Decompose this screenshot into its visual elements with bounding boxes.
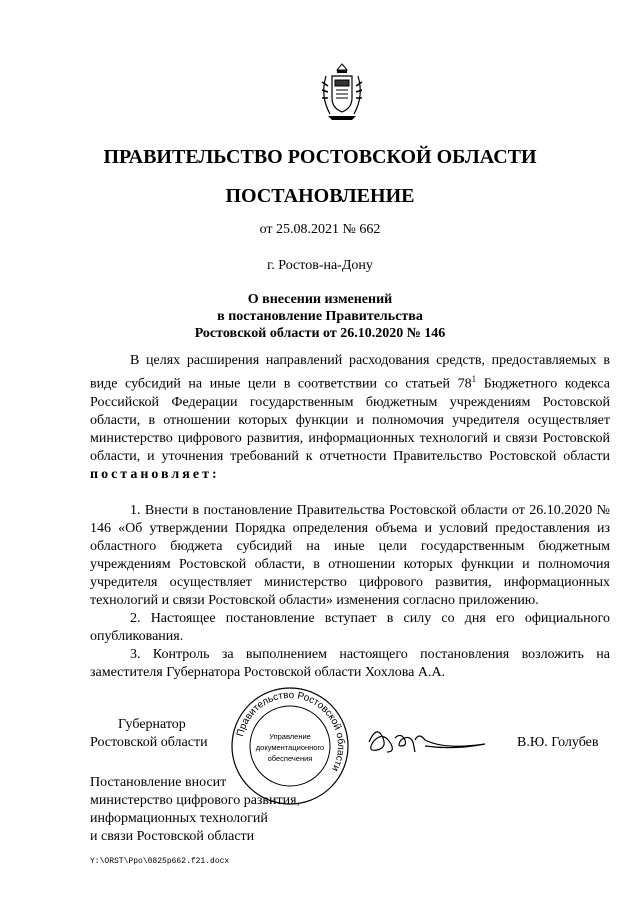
- document-body: [90, 352, 610, 682]
- stamp-center-3: обеспечения: [267, 754, 313, 763]
- government-title: ПРАВИТЕЛЬСТВО РОСТОВСКОЙ ОБЛАСТИ: [103, 146, 537, 168]
- coat-of-arms-emblem: [318, 60, 366, 122]
- document-type: ПОСТАНОВЛЕНИЕ: [225, 185, 415, 207]
- subject-line-2: в постановление Правительства: [217, 309, 423, 324]
- file-path: Y:\ORST\Ppo\0825p662.f21.docx: [90, 857, 230, 866]
- article-superscript: 1: [471, 374, 477, 384]
- submitted-by-1: Постановление вносит: [90, 775, 227, 790]
- item-3: 3. Контроль за выполнением настоящего постановления возложить на заместителя Губернатора Ростовской области Хохлова А.А.: [90, 646, 610, 680]
- preamble-text-2: Бюджетного кодекса Российской Федерации государственным бюджетным учреждениям Ростовской области, в отношении которых функции и полномочия учредителя осуществляет министерство цифрового развития, информационных технологий и связи Ростовской области, и уточнения требований к отчетности Правительство Ростовской области: [90, 376, 610, 464]
- signatory-position-2: Ростовской области: [90, 735, 208, 750]
- signatory-name: В.Ю. Голубев: [517, 735, 599, 750]
- item-2: 2. Настоящее постановление вступает в силу со дня его официального опубликования.: [90, 610, 610, 644]
- official-stamp: [228, 684, 352, 808]
- submitted-by-3: информационных технологий: [90, 811, 268, 826]
- submitted-by-2: министерство цифрового развития,: [90, 793, 301, 808]
- preamble: [90, 352, 610, 484]
- subject-line-1: О внесении изменений: [247, 292, 393, 307]
- stamp-ring-text: Правительство Ростовской области: [234, 689, 347, 773]
- preamble-text: В целях расширения направлений расходования средств, предоставляемых в виде субсидий на иные цели в соответствии со статьей 78: [90, 353, 610, 392]
- stamp-center-2: документационного: [255, 743, 325, 752]
- city: г. Ростов-на-Дону: [267, 258, 373, 273]
- resolves-word: постановляет:: [90, 466, 220, 482]
- signatory-position-1: Губернатор: [118, 717, 186, 732]
- stamp-center-1: Управление: [269, 732, 311, 741]
- subject-line-3: Ростовской области от 26.10.2020 № 146: [194, 326, 446, 341]
- date-number: от 25.08.2021 № 662: [259, 222, 381, 237]
- handwritten-signature: [365, 720, 495, 760]
- submitted-by-4: и связи Ростовской области: [90, 829, 255, 844]
- item-1: 1. Внести в постановление Правительства Ростовской области от 26.10.2020 № 146 «Об утверждении Порядка определения объема и условий предоставления из областного бюджета субсидий на иные цели государственным бюджетным учреждениям Ростовской области, в отношении которых функции и полномочия учредителя осуществляет министерство цифрового развития, информационных технологий и связи Ростовской области» изменения согласно приложению.: [90, 502, 610, 608]
